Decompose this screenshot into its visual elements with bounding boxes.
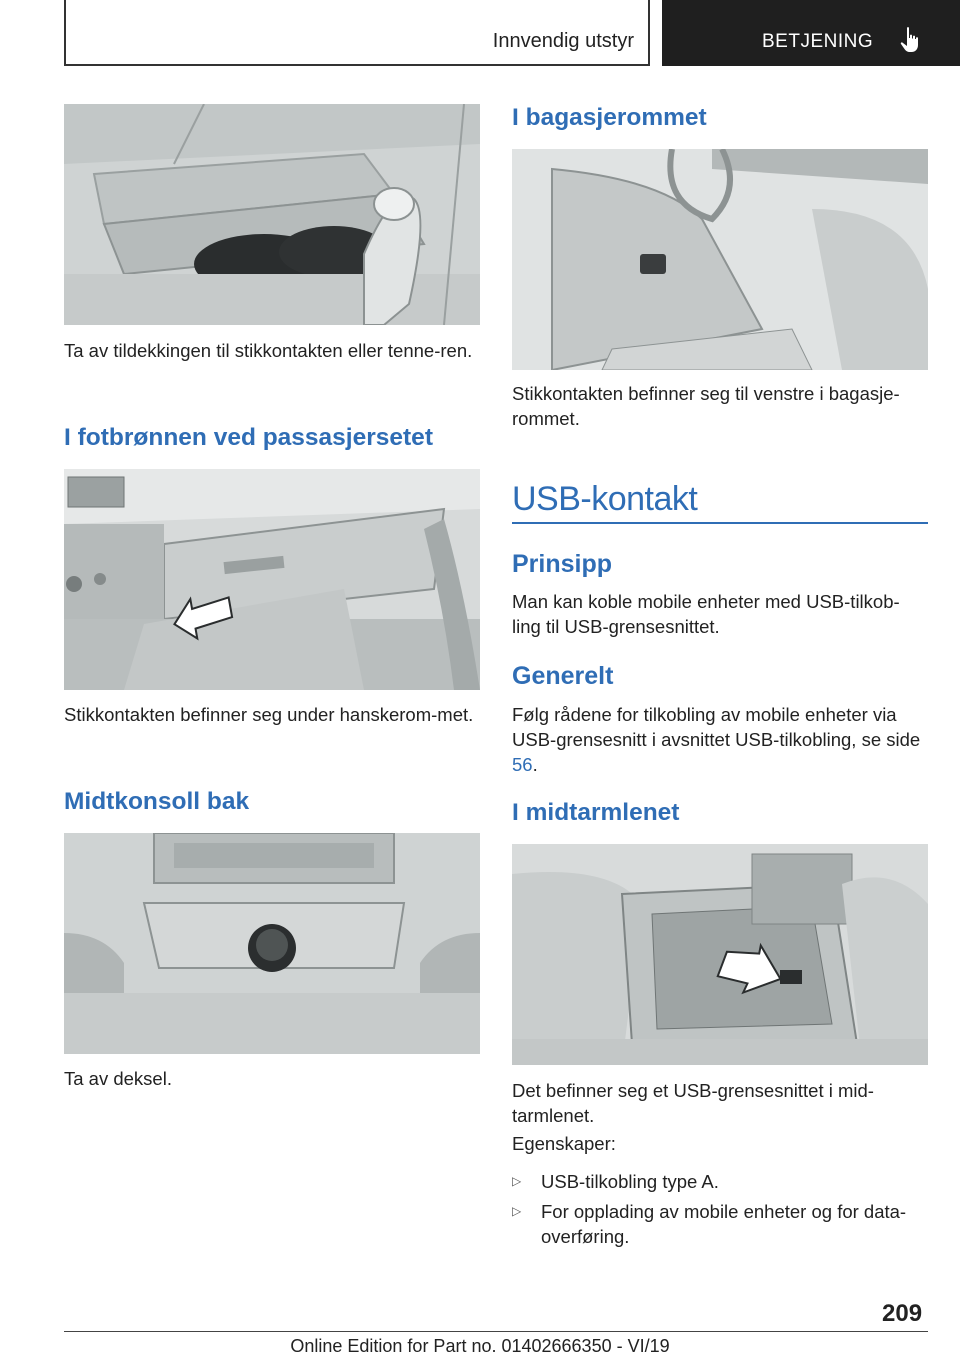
properties-label: Egenskaper:	[512, 1133, 616, 1154]
text-general-end: .	[532, 754, 538, 775]
figure-cupholder-console	[64, 104, 480, 325]
text-general	[512, 702, 928, 777]
heading-usb-connector: USB-kontakt	[512, 480, 698, 518]
caption-remove-cover: Ta av tildekkingen til stikkontakten eller tenne-ren.	[64, 340, 473, 361]
header-section-title: Innvendig utstyr	[492, 30, 634, 52]
heading-trunk: I bagasjerommet	[512, 104, 707, 131]
bullet-triangle-icon: ▷	[512, 1174, 522, 1188]
heading-armrest: I midtarmlenet	[512, 799, 680, 826]
header-chapter-title: BETJENING	[762, 31, 874, 52]
heading-footwell: I fotbrønnen ved passasjersetet	[64, 424, 433, 451]
figure-glovebox	[64, 469, 480, 690]
header-chapter-box	[662, 0, 960, 66]
footer-rule	[64, 1331, 928, 1332]
caption-usb-armrest: Det befinner seg et USB-grensesnittet i mid-tarmlenet.	[512, 1080, 874, 1126]
text-general-body: Følg rådene for tilkobling av mobile enheter via USB-grensesnitt i avsnittet USB-tilkobling, se side	[512, 704, 921, 750]
pointing-hand-icon	[898, 26, 922, 54]
bullet-triangle-icon: ▷	[512, 1204, 522, 1218]
list-item-text: For opplading av mobile enheter og for data-overføring.	[541, 1201, 907, 1247]
footer-edition: Online Edition for Part no. 01402666350 - VI/19	[290, 1336, 670, 1356]
figure-armrest-usb	[512, 844, 928, 1065]
heading-underline	[512, 522, 928, 524]
caption-left-in-trunk: Stikkontakten befinner seg til venstre i bagasje-rommet.	[512, 383, 900, 429]
header-section-box	[64, 0, 650, 66]
caption-remove-cap: Ta av deksel.	[64, 1068, 172, 1089]
heading-rear-console: Midtkonsoll bak	[64, 788, 250, 815]
text-principle: Man kan koble mobile enheter med USB-tilkob-ling til USB-grensesnittet.	[512, 591, 900, 637]
list-item-text: USB-tilkobling type A.	[541, 1171, 719, 1192]
page-number: 209	[882, 1300, 923, 1327]
heading-principle: Prinsipp	[512, 550, 613, 578]
caption-under-glovebox: Stikkontakten befinner seg under hanskerom-met.	[64, 704, 474, 725]
heading-general: Generelt	[512, 662, 614, 690]
page-reference-link[interactable]: 56	[512, 754, 533, 775]
figure-trunk	[512, 149, 928, 370]
figure-rear-console	[64, 833, 480, 1054]
